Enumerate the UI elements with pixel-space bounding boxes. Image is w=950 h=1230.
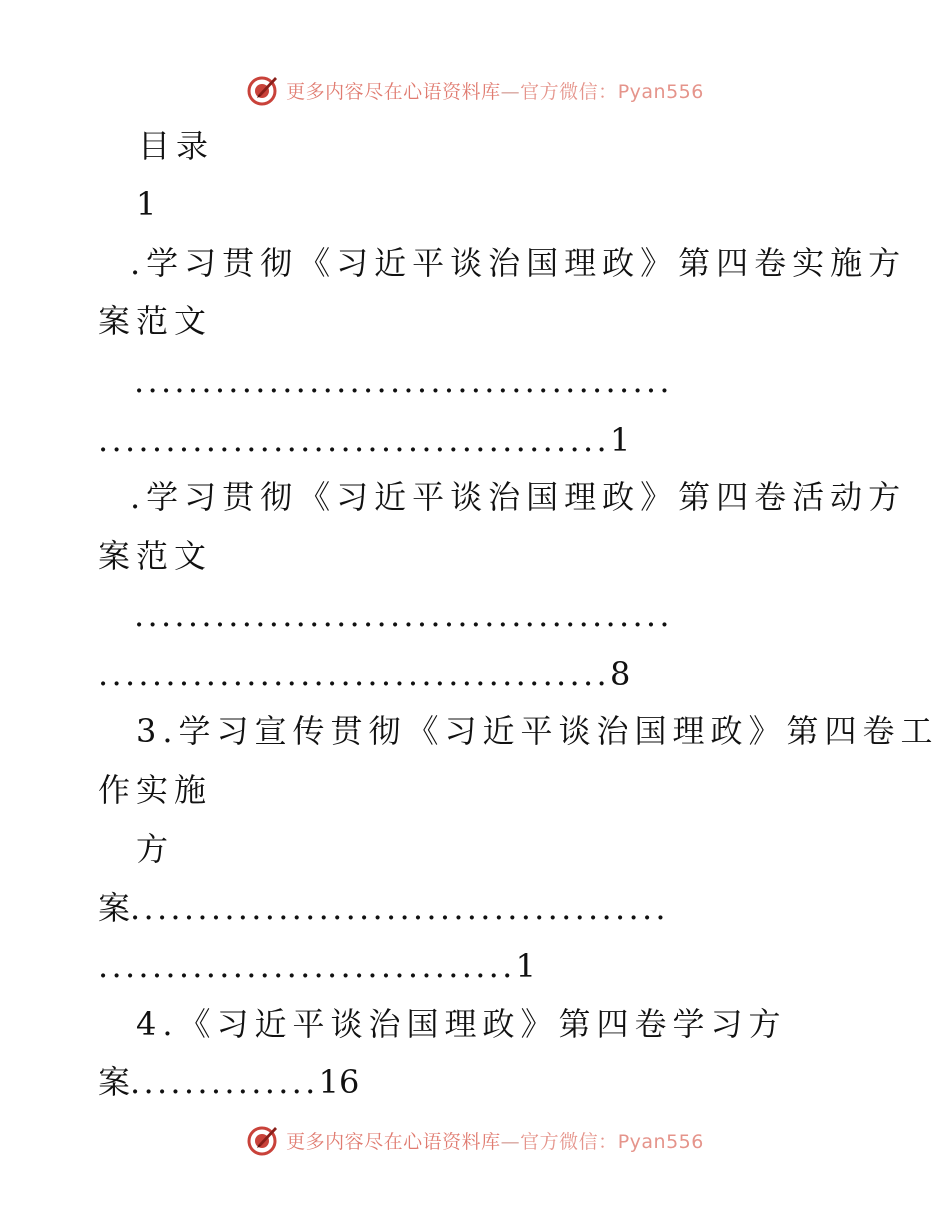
- toc-entry-2-line2: 案范文: [98, 537, 213, 575]
- watermark-wechat-id: Pyan556: [617, 80, 704, 103]
- toc-entry-2-leader2: ......................................: [98, 655, 610, 693]
- toc-entry-3-page: 1: [515, 947, 536, 985]
- watermark-footer: [0, 1120, 950, 1160]
- toc-entry-1-leader1: ........................................: [134, 362, 673, 400]
- toc-entry-3-line1: 3.学习宣传贯彻《习近平谈治国理政》第四卷工: [136, 712, 939, 750]
- toc-entry-4-page: 16: [318, 1063, 360, 1101]
- toc-entry-4-line2-row: [98, 1062, 359, 1102]
- toc-entry-1-line2: 案范文: [98, 302, 213, 340]
- toc-top-number: 1: [136, 185, 163, 223]
- pen-logo-icon: [246, 73, 280, 107]
- toc-entry-2-leader1: ........................................: [134, 596, 673, 634]
- toc-entry-3-leader2: ...............................: [98, 947, 516, 985]
- toc-entry-3-line4-prefix: 案: [98, 889, 131, 927]
- watermark-wechat-id: Pyan556: [617, 1130, 704, 1153]
- toc-entry-1-page: 1: [609, 421, 631, 459]
- watermark-main-text: 更多内容尽在心语资料库: [286, 1130, 501, 1153]
- watermark-separator: —: [500, 80, 521, 103]
- toc-entry-3-leader1-row: [98, 888, 669, 928]
- toc-entry-3-line2: 作实施: [98, 771, 213, 809]
- toc-entry-2-leader2-row: [98, 654, 630, 694]
- watermark-text: [286, 1127, 704, 1154]
- toc-entry-1-line1: .学习贯彻《习近平谈治国理政》第四卷实施方: [130, 244, 907, 282]
- toc-entry-3-leader1: ........................................: [130, 889, 669, 927]
- pen-logo-icon: [246, 1123, 280, 1157]
- watermark-header: [0, 70, 950, 110]
- watermark-wechat-label: 官方微信：: [520, 80, 618, 103]
- toc-entry-4-leader: ..............: [130, 1063, 319, 1101]
- toc-entry-3-line3: 方: [136, 830, 175, 868]
- toc-entry-3-leader2-row: [98, 946, 536, 986]
- watermark-separator: —: [500, 1130, 521, 1153]
- toc-title: 目录: [138, 127, 215, 165]
- toc-entry-2-page: 8: [609, 655, 631, 693]
- watermark-main-text: 更多内容尽在心语资料库: [286, 80, 501, 103]
- toc-entry-2-line1: .学习贯彻《习近平谈治国理政》第四卷活动方: [130, 478, 907, 516]
- toc-entry-4-line2-prefix: 案: [98, 1063, 131, 1101]
- toc-entry-1-leader2: ......................................: [98, 421, 610, 459]
- watermark-wechat-label: 官方微信：: [520, 1130, 618, 1153]
- watermark-text: [286, 77, 704, 104]
- toc-entry-1-leader2-row: [98, 420, 630, 460]
- toc-entry-4-line1: 4.《习近平谈治国理政》第四卷学习方: [136, 1005, 787, 1043]
